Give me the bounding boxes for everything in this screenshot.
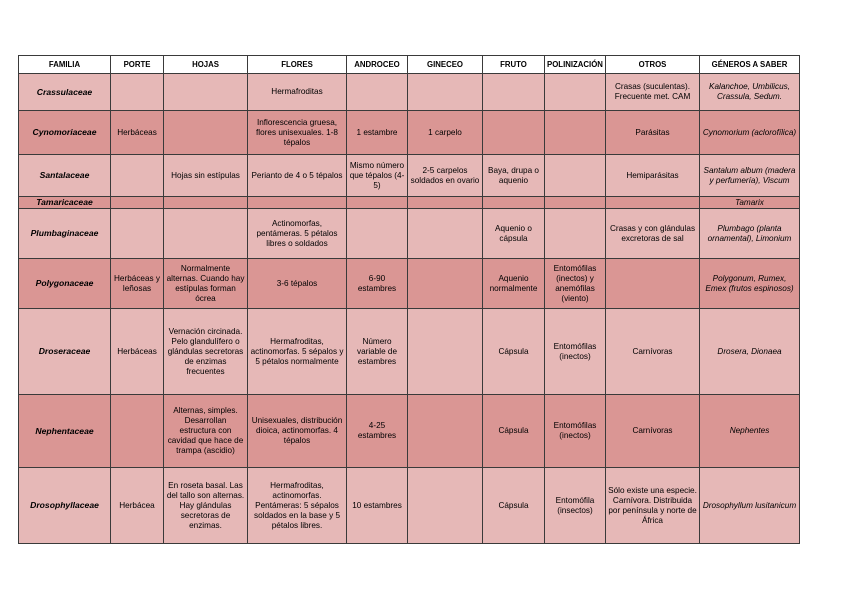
otros-cell: Carnívoras [606,309,700,395]
familia-cell: Polygonaceae [19,259,111,309]
col-header-hojas: HOJAS [164,56,248,74]
gineceo-cell [408,395,483,468]
androceo-cell: 6-90 estambres [347,259,408,309]
flores-cell: Perianto de 4 o 5 tépalos [248,155,347,197]
familia-cell: Drosophyllaceae [19,468,111,544]
androceo-cell: 10 estambres [347,468,408,544]
gineceo-cell [408,197,483,209]
otros-cell: Crasas (suculentas). Frecuente met. CAM [606,74,700,111]
gineceo-cell [408,259,483,309]
porte-cell [111,155,164,197]
familia-cell: Santalaceae [19,155,111,197]
col-header-porte: PORTE [111,56,164,74]
fruto-cell: Cápsula [483,468,545,544]
porte-cell: Herbáceas [111,309,164,395]
col-header-otros: OTROS [606,56,700,74]
flores-cell: Hermafroditas [248,74,347,111]
otros-cell: Hemiparásitas [606,155,700,197]
col-header-androceo: ANDROCEO [347,56,408,74]
androceo-cell: Número variable de estambres [347,309,408,395]
flores-cell [248,197,347,209]
generos-cell: Santalum album (madera y perfumería), Viscum [700,155,800,197]
androceo-cell: 4-25 estambres [347,395,408,468]
fruto-cell [483,111,545,155]
hojas-cell: Vernación circinada. Pelo glandulífero o glándulas secretoras de enzimas frecuentes [164,309,248,395]
polinizacion-cell [545,197,606,209]
otros-cell [606,259,700,309]
table-row [19,309,800,395]
table-row [19,197,800,209]
androceo-cell [347,197,408,209]
col-header-familia: FAMILIA [19,56,111,74]
polinizacion-cell [545,209,606,259]
table-body [19,74,800,544]
plant-families-table [18,55,800,544]
porte-cell: Herbáceas [111,111,164,155]
androceo-cell: Mismo número que tépalos (4-5) [347,155,408,197]
androceo-cell [347,209,408,259]
porte-cell [111,209,164,259]
hojas-cell: Alternas, simples. Desarrollan estructura con cavidad que hace de trampa (ascidio) [164,395,248,468]
polinizacion-cell: Entomófilas (inectos) [545,309,606,395]
otros-cell: Sólo existe una especie. Carnívora. Distribuida por península y norte de África [606,468,700,544]
generos-cell: Nephentes [700,395,800,468]
generos-cell: Drosophyllum lusitanicum [700,468,800,544]
polinizacion-cell: Entomófilas (inectos) [545,395,606,468]
col-header-polinizacion: POLINIZACIÓN [545,56,606,74]
porte-cell: Herbáceas y leñosas [111,259,164,309]
table-row [19,155,800,197]
familia-cell: Nephentaceae [19,395,111,468]
col-header-gineceo: GINECEO [408,56,483,74]
porte-cell [111,197,164,209]
porte-cell: Herbácea [111,468,164,544]
generos-cell: Tamarix [700,197,800,209]
hojas-cell [164,111,248,155]
polinizacion-cell [545,155,606,197]
familia-cell: Droseraceae [19,309,111,395]
flores-cell: Hermafroditas, actinomorfas. Pentámeras: 5 sépalos soldados en la base y 5 pétalos libres. [248,468,347,544]
generos-cell: Kalanchoe, Umbilicus, Crassula, Sedum. [700,74,800,111]
fruto-cell [483,197,545,209]
fruto-cell [483,74,545,111]
otros-cell: Carnívoras [606,395,700,468]
otros-cell [606,197,700,209]
hojas-cell: En roseta basal. Las del tallo son alternas. Hay glándulas secretoras de enzimas. [164,468,248,544]
generos-cell: Polygonum, Rumex, Emex (frutos espinosos) [700,259,800,309]
polinizacion-cell [545,74,606,111]
gineceo-cell [408,74,483,111]
col-header-fruto: FRUTO [483,56,545,74]
flores-cell: Actinomorfas, pentámeras. 5 pétalos libres o soldados [248,209,347,259]
flores-cell: 3-6 tépalos [248,259,347,309]
polinizacion-cell [545,111,606,155]
gineceo-cell: 1 carpelo [408,111,483,155]
androceo-cell [347,74,408,111]
gineceo-cell [408,209,483,259]
familia-cell: Cynomoriaceae [19,111,111,155]
familia-cell: Tamaricaceae [19,197,111,209]
table-row [19,111,800,155]
hojas-cell: Hojas sin estípulas [164,155,248,197]
gineceo-cell [408,309,483,395]
polinizacion-cell: Entomófilas (inectos) y anemófilas (viento) [545,259,606,309]
hojas-cell [164,209,248,259]
porte-cell [111,395,164,468]
hojas-cell: Normalmente alternas. Cuando hay estípulas forman ócrea [164,259,248,309]
generos-cell: Cynomorium (aclorofílica) [700,111,800,155]
fruto-cell: Cápsula [483,309,545,395]
generos-cell: Drosera, Dionaea [700,309,800,395]
familia-cell: Plumbaginaceae [19,209,111,259]
table-row [19,395,800,468]
table-row [19,74,800,111]
fruto-cell: Aquenio o cápsula [483,209,545,259]
table-row [19,468,800,544]
table-row [19,259,800,309]
generos-cell: Plumbago (planta ornamental), Limonium [700,209,800,259]
fruto-cell: Cápsula [483,395,545,468]
fruto-cell: Baya, drupa o aquenio [483,155,545,197]
polinizacion-cell: Entomófila (insectos) [545,468,606,544]
table-row [19,209,800,259]
androceo-cell: 1 estambre [347,111,408,155]
otros-cell: Crasas y con glándulas excretoras de sal [606,209,700,259]
fruto-cell: Aquenio normalmente [483,259,545,309]
table-header [19,56,800,74]
gineceo-cell: 2-5 carpelos soldados en ovario [408,155,483,197]
porte-cell [111,74,164,111]
otros-cell: Parásitas [606,111,700,155]
col-header-generos: GÉNEROS A SABER [700,56,800,74]
familia-cell: Crassulaceae [19,74,111,111]
gineceo-cell [408,468,483,544]
hojas-cell [164,197,248,209]
flores-cell: Inflorescencia gruesa, flores unisexuales. 1-8 tépalos [248,111,347,155]
flores-cell: Hermafroditas, actinomorfas. 5 sépalos y 5 pétalos normalmente [248,309,347,395]
flores-cell: Unisexuales, distribución dioica, actinomorfas. 4 tépalos [248,395,347,468]
hojas-cell [164,74,248,111]
col-header-flores: FLORES [248,56,347,74]
